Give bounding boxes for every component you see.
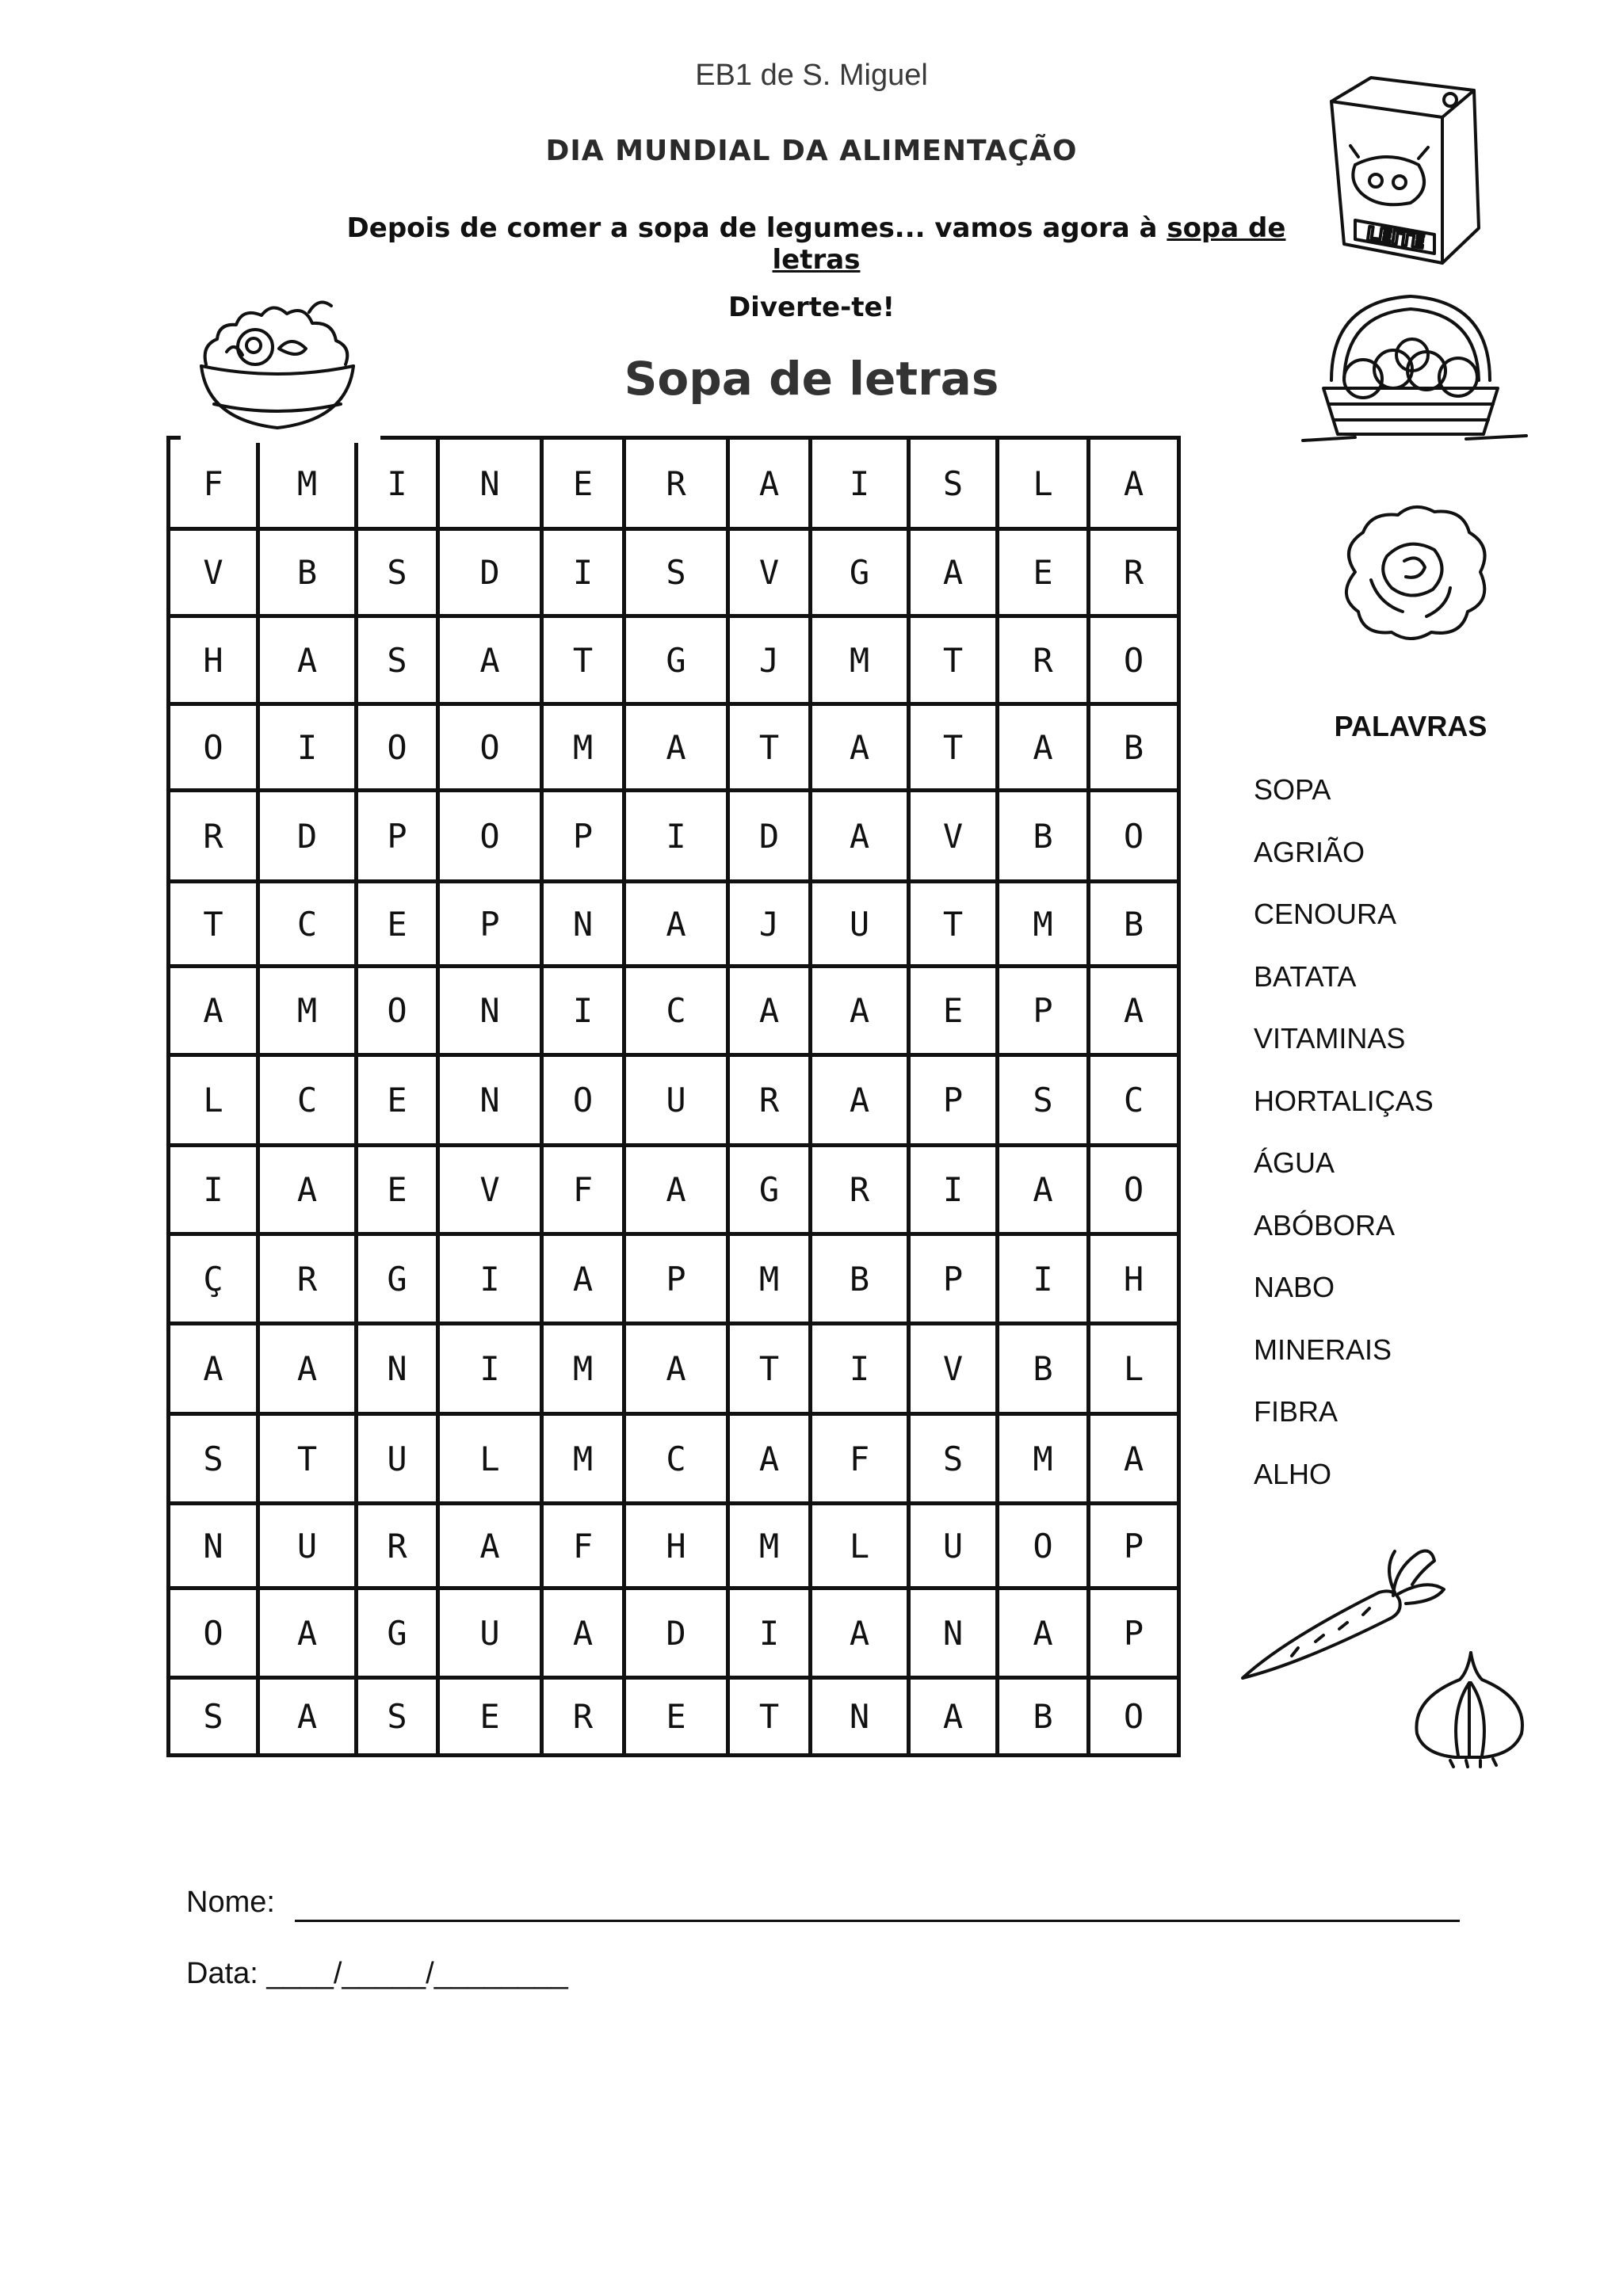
grid-cell: A xyxy=(260,618,358,706)
puzzle-title: Sopa de letras xyxy=(624,352,999,406)
grid-cell: A xyxy=(626,706,730,792)
grid-cell: P xyxy=(440,883,544,968)
grid-cell: M xyxy=(260,440,358,531)
grid-cell: S xyxy=(999,1057,1090,1147)
name-label: Nome: xyxy=(186,1886,275,1919)
grid-cell: N xyxy=(440,1057,544,1147)
grid-cell: R xyxy=(626,440,730,531)
grid-cell: G xyxy=(626,618,730,706)
grid-cell: P xyxy=(999,968,1090,1057)
grid-cell: B xyxy=(999,1680,1090,1757)
intro-prefix: Depois de comer a sopa de legumes... vamos agora à xyxy=(346,212,1167,244)
grid-row xyxy=(170,1147,1181,1236)
grid-cell: R xyxy=(1090,531,1181,618)
grid-cell: P xyxy=(1090,1505,1181,1590)
grid-cell: E xyxy=(358,883,440,968)
grid-cell: I xyxy=(440,1236,544,1325)
grid-cell: R xyxy=(999,618,1090,706)
grid-cell: D xyxy=(260,792,358,883)
grid-cell: N xyxy=(544,883,626,968)
grid-cell: O xyxy=(1090,1680,1181,1757)
grid-cell: F xyxy=(812,1416,911,1505)
grid-cell: T xyxy=(911,883,999,968)
grid-cell: A xyxy=(911,531,999,618)
grid-cell: V xyxy=(170,531,260,618)
grid-cell: U xyxy=(358,1416,440,1505)
grid-cell: O xyxy=(358,968,440,1057)
grid-cell: I xyxy=(544,531,626,618)
grid-cell: P xyxy=(358,792,440,883)
grid-row xyxy=(170,1057,1181,1147)
grid-cell: T xyxy=(260,1416,358,1505)
grid-row xyxy=(170,440,1181,531)
grid-cell: A xyxy=(1090,440,1181,531)
grid-cell: I xyxy=(626,792,730,883)
grid-cell: O xyxy=(440,792,544,883)
grid-cell: I xyxy=(999,1236,1090,1325)
grid-cell: B xyxy=(260,531,358,618)
grid-cell: H xyxy=(170,618,260,706)
grid-cell: I xyxy=(260,706,358,792)
grid-cell: R xyxy=(260,1236,358,1325)
word-list-item: SOPA xyxy=(1254,773,1331,806)
grid-cell: L xyxy=(812,1505,911,1590)
fruit-basket-icon xyxy=(1300,285,1529,452)
word-list-item: ALHO xyxy=(1254,1457,1332,1490)
grid-cell: S xyxy=(358,531,440,618)
grid-cell: A xyxy=(170,1325,260,1416)
grid-cell: O xyxy=(170,1590,260,1680)
grid-cell: L xyxy=(999,440,1090,531)
grid-cell: O xyxy=(544,1057,626,1147)
grid-cell: G xyxy=(358,1236,440,1325)
grid-cell: C xyxy=(1090,1057,1181,1147)
grid-cell: U xyxy=(260,1505,358,1590)
grid-cell: A xyxy=(812,1590,911,1680)
grid-cell: M xyxy=(260,968,358,1057)
milk-carton-icon xyxy=(1323,70,1490,268)
grid-cell: V xyxy=(730,531,812,618)
grid-row xyxy=(170,1590,1181,1680)
grid-cell: V xyxy=(911,1325,999,1416)
grid-cell: E xyxy=(911,968,999,1057)
grid-cell: M xyxy=(730,1505,812,1590)
grid-cell: S xyxy=(170,1680,260,1757)
grid-cell: A xyxy=(730,440,812,531)
grid-cell: A xyxy=(812,968,911,1057)
grid-cell: T xyxy=(911,618,999,706)
grid-cell: G xyxy=(358,1590,440,1680)
word-list-item: BATATA xyxy=(1254,959,1357,993)
grid-cell: O xyxy=(1090,618,1181,706)
grid-cell: O xyxy=(440,706,544,792)
grid-cell: L xyxy=(1090,1325,1181,1416)
word-list-item: HORTALIÇAS xyxy=(1254,1084,1434,1117)
grid-cell: A xyxy=(812,792,911,883)
grid-cell: U xyxy=(440,1590,544,1680)
grid-cell: Ç xyxy=(170,1236,260,1325)
grid-cell: R xyxy=(358,1505,440,1590)
word-list-item: CENOURA xyxy=(1254,898,1397,930)
grid-cell: U xyxy=(911,1505,999,1590)
grid-cell: A xyxy=(730,1416,812,1505)
grid-cell: I xyxy=(544,968,626,1057)
grid-cell: I xyxy=(911,1147,999,1236)
grid-cell: R xyxy=(544,1680,626,1757)
grid-cell: E xyxy=(999,531,1090,618)
grid-cell: A xyxy=(260,1147,358,1236)
grid-cell: P xyxy=(626,1236,730,1325)
grid-cell: A xyxy=(260,1590,358,1680)
grid-cell: F xyxy=(170,440,260,531)
grid-cell: S xyxy=(358,618,440,706)
grid-cell: G xyxy=(812,531,911,618)
grid-cell: N xyxy=(812,1680,911,1757)
grid-cell: A xyxy=(999,1147,1090,1236)
grid-cell: A xyxy=(1090,968,1181,1057)
grid-cell: A xyxy=(544,1236,626,1325)
grid-cell: C xyxy=(626,1416,730,1505)
grid-cell: E xyxy=(544,440,626,531)
word-search-grid xyxy=(166,436,1181,1757)
grid-cell: I xyxy=(730,1590,812,1680)
grid-cell: S xyxy=(626,531,730,618)
grid-cell: O xyxy=(358,706,440,792)
grid-row xyxy=(170,706,1181,792)
grid-cell: E xyxy=(358,1057,440,1147)
grid-cell: S xyxy=(358,1680,440,1757)
grid-cell: T xyxy=(911,706,999,792)
grid-row xyxy=(170,792,1181,883)
grid-cell: A xyxy=(260,1680,358,1757)
milk-carton-label: LEITE xyxy=(1365,223,1426,254)
grid-cell: H xyxy=(1090,1236,1181,1325)
grid-cell: A xyxy=(626,1147,730,1236)
grid-cell: B xyxy=(1090,883,1181,968)
grid-cell: C xyxy=(260,1057,358,1147)
grid-cell: N xyxy=(170,1505,260,1590)
school-name: EB1 de S. Miguel xyxy=(695,59,928,92)
grid-cell: N xyxy=(911,1590,999,1680)
grid-cell: C xyxy=(626,968,730,1057)
grid-row xyxy=(170,883,1181,968)
grid-cell: O xyxy=(1090,1147,1181,1236)
grid-cell: L xyxy=(170,1057,260,1147)
grid-cell: T xyxy=(730,1325,812,1416)
grid-cell: A xyxy=(440,618,544,706)
grid-cell: R xyxy=(170,792,260,883)
event-heading: DIA MUNDIAL DA ALIMENTAÇÃO xyxy=(545,135,1078,167)
word-list-item: FIBRA xyxy=(1254,1395,1338,1428)
grid-cell: M xyxy=(812,618,911,706)
grid-cell: T xyxy=(730,706,812,792)
word-list-item: AGRIÃO xyxy=(1254,835,1365,868)
grid-cell: S xyxy=(170,1416,260,1505)
grid-row xyxy=(170,531,1181,618)
grid-cell: A xyxy=(544,1590,626,1680)
grid-cell: A xyxy=(626,883,730,968)
grid-cell: A xyxy=(812,706,911,792)
grid-cell: J xyxy=(730,618,812,706)
grid-cell: T xyxy=(170,883,260,968)
grid-cell: I xyxy=(812,1325,911,1416)
grid-cell: I xyxy=(812,440,911,531)
grid-cell: A xyxy=(911,1680,999,1757)
word-list-item: NABO xyxy=(1254,1271,1335,1303)
grid-cell: B xyxy=(812,1236,911,1325)
grid-cell: M xyxy=(999,883,1090,968)
grid-row xyxy=(170,1505,1181,1590)
grid-cell: M xyxy=(544,1325,626,1416)
grid-cell: M xyxy=(544,706,626,792)
word-list-item: MINERAIS xyxy=(1254,1333,1392,1366)
grid-cell: U xyxy=(812,883,911,968)
grid-cell: A xyxy=(999,1590,1090,1680)
grid-cell: I xyxy=(440,1325,544,1416)
grid-cell: J xyxy=(730,883,812,968)
grid-cell: A xyxy=(440,1505,544,1590)
grid-cell: O xyxy=(170,706,260,792)
grid-cell: A xyxy=(812,1057,911,1147)
grid-cell: P xyxy=(911,1236,999,1325)
grid-row xyxy=(170,968,1181,1057)
grid-cell: N xyxy=(440,440,544,531)
intro-underlined: sopa de letras xyxy=(772,212,1286,276)
grid-cell: O xyxy=(999,1505,1090,1590)
grid-cell: R xyxy=(812,1147,911,1236)
grid-row xyxy=(170,1680,1181,1757)
grid-cell: N xyxy=(440,968,544,1057)
grid-cell: B xyxy=(1090,706,1181,792)
grid-cell: C xyxy=(260,883,358,968)
grid-cell: S xyxy=(911,440,999,531)
grid-cell: F xyxy=(544,1147,626,1236)
garlic-icon xyxy=(1395,1648,1545,1767)
grid-cell: B xyxy=(999,792,1090,883)
grid-cell: A xyxy=(170,968,260,1057)
grid-border-gap xyxy=(181,432,380,443)
grid-cell: T xyxy=(544,618,626,706)
grid-cell: M xyxy=(730,1236,812,1325)
grid-cell: S xyxy=(911,1416,999,1505)
intro-text xyxy=(317,212,1316,276)
grid-cell: F xyxy=(544,1505,626,1590)
grid-cell: I xyxy=(170,1147,260,1236)
word-list-item: ÁGUA xyxy=(1254,1146,1335,1179)
grid-cell: A xyxy=(626,1325,730,1416)
grid-cell: D xyxy=(730,792,812,883)
grid-row xyxy=(170,1236,1181,1325)
grid-cell: A xyxy=(999,706,1090,792)
grid-cell: O xyxy=(1090,792,1181,883)
grid-cell: P xyxy=(544,792,626,883)
grid-cell: A xyxy=(730,968,812,1057)
lettuce-icon xyxy=(1331,501,1498,643)
grid-cell: E xyxy=(626,1680,730,1757)
grid-cell: A xyxy=(260,1325,358,1416)
grid-cell: G xyxy=(730,1147,812,1236)
grid-cell: P xyxy=(911,1057,999,1147)
grid-cell: B xyxy=(999,1325,1090,1416)
grid-cell: P xyxy=(1090,1590,1181,1680)
word-list-item: VITAMINAS xyxy=(1254,1022,1406,1055)
grid-cell: R xyxy=(730,1057,812,1147)
grid-cell: N xyxy=(358,1325,440,1416)
grid-cell: V xyxy=(440,1147,544,1236)
grid-cell: I xyxy=(358,440,440,531)
date-line: Data: ____/_____/________ xyxy=(186,1957,568,1990)
grid-cell: U xyxy=(626,1057,730,1147)
grid-cell: E xyxy=(358,1147,440,1236)
grid-cell: E xyxy=(440,1680,544,1757)
grid-row xyxy=(170,1325,1181,1416)
grid-cell: A xyxy=(1090,1416,1181,1505)
grid-cell: D xyxy=(440,531,544,618)
grid-cell: D xyxy=(626,1590,730,1680)
grid-row xyxy=(170,618,1181,706)
grid-cell: V xyxy=(911,792,999,883)
grid-cell: M xyxy=(999,1416,1090,1505)
word-list-item: ABÓBORA xyxy=(1254,1208,1396,1241)
salad-bowl-icon xyxy=(190,293,365,436)
word-list-title: PALAVRAS xyxy=(1334,710,1487,742)
name-line xyxy=(295,1920,1460,1922)
grid-cell: H xyxy=(626,1505,730,1590)
grid-cell: T xyxy=(730,1680,812,1757)
grid-cell: L xyxy=(440,1416,544,1505)
grid-row xyxy=(170,1416,1181,1505)
encouragement: Diverte-te! xyxy=(727,292,896,323)
grid-cell: M xyxy=(544,1416,626,1505)
